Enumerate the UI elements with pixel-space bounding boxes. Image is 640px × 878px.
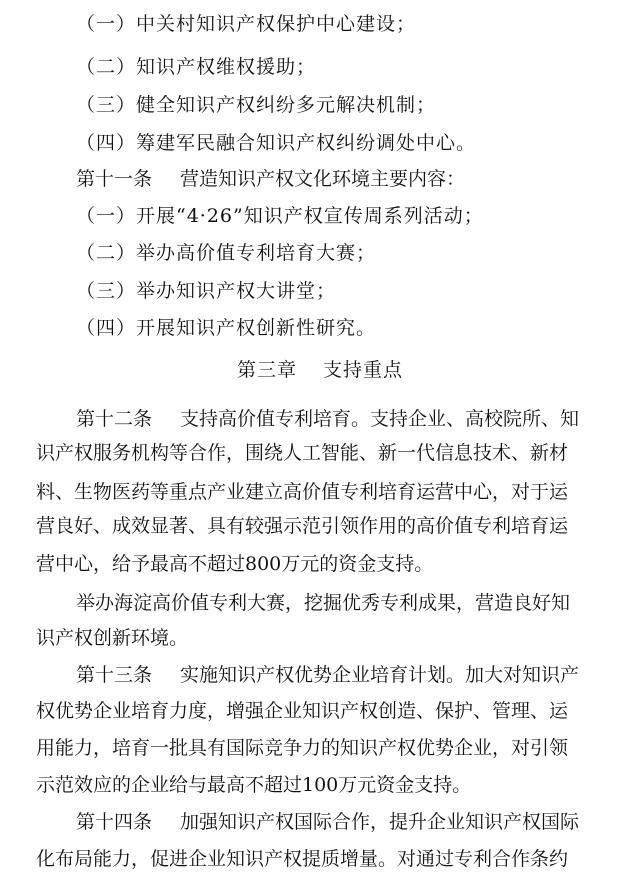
list-item: （一）开展“4·26”知识产权宣传周系列活动； <box>76 205 484 227</box>
list-item: （三）举办知识产权大讲堂； <box>76 280 337 302</box>
paragraph-line: 营中心，给予最高不超过800万元的资金支持。 <box>36 553 434 575</box>
list-item: （四）筹建军民融合知识产权纠纷调处中心。 <box>76 132 477 154</box>
article-text: 营造知识产权文化环境主要内容： <box>180 168 466 190</box>
article-label: 第十一条 <box>76 168 153 190</box>
paragraph-line: 用能力，培育一批具有国际竞争力的知识产权优势企业，对引领 <box>36 737 569 759</box>
list-item: （二）知识产权维权援助； <box>76 56 317 78</box>
paragraph-line: 示范效应的企业给与最高不超过100万元资金支持。 <box>36 774 472 796</box>
list-item: （二）举办高价值专利培育大赛； <box>76 242 377 264</box>
article-text: 加强知识产权国际合作，提升企业知识产权国际 <box>180 811 580 833</box>
paragraph-line: 识产权服务机构等合作，围绕人工智能、新一代信息技术、新材 <box>36 442 569 464</box>
article-14-line <box>0 810 640 834</box>
paragraph-line: 化布局能力，促进企业知识产权提质增量。对通过专利合作条约 <box>36 848 569 870</box>
article-text: 实施知识产权优势企业培育计划。加大对知识产 <box>180 664 580 686</box>
paragraph-line: 营良好、成效显著、具有较强示范引领作用的高价值专利培育运 <box>36 515 569 537</box>
article-12-line <box>0 407 640 431</box>
paragraph-line: 举办海淀高价值专利大赛，挖掘优秀专利成果，营造良好知 <box>76 592 571 614</box>
list-item: （三）健全知识产权纠纷多元解决机制； <box>76 94 437 116</box>
article-label: 第十二条 <box>76 408 153 430</box>
list-item: （一）中关村知识产权保护中心建设； <box>76 13 417 35</box>
paragraph-line: 识产权创新环境。 <box>36 627 189 649</box>
article-13-line <box>0 663 640 687</box>
chapter-title: 支持重点 <box>323 359 404 381</box>
paragraph-line: 权优势企业培育力度，增强企业知识产权创造、保护、管理、运 <box>36 700 569 722</box>
chapter-number: 第三章 <box>236 359 297 381</box>
chapter-heading <box>0 358 640 382</box>
article-label: 第十四条 <box>76 811 153 833</box>
list-item: （四）开展知识产权创新性研究。 <box>76 317 377 339</box>
article-11-heading <box>0 167 640 191</box>
article-text: 支持高价值专利培育。支持企业、高校院所、知 <box>180 408 580 430</box>
article-label: 第十三条 <box>76 664 153 686</box>
paragraph-line: 料、生物医药等重点产业建立高价值专利培育运营中心，对于运 <box>36 481 569 503</box>
